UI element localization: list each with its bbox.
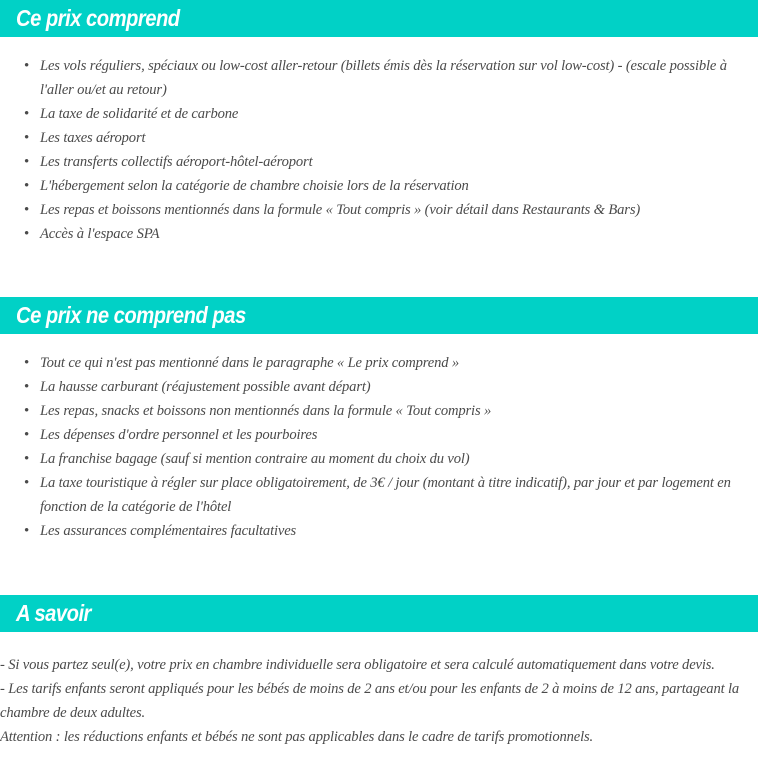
section-header-ce-prix-ne-comprend-pas — [0, 297, 758, 334]
list-item: • La hausse carburant (réajustement possible avant départ) — [0, 375, 758, 399]
spacer — [0, 632, 758, 653]
section-header-a-savoir — [0, 595, 758, 632]
section-body-a-savoir — [0, 653, 758, 749]
section-title: Ce prix ne comprend pas — [16, 302, 246, 328]
spacer — [0, 37, 758, 54]
list-item: • La taxe de solidarité et de carbone — [0, 102, 758, 126]
list-item: • L'hébergement selon la catégorie de chambre choisie lors de la réservation — [0, 174, 758, 198]
section-body-ce-prix-comprend — [0, 54, 758, 246]
section-title: A savoir — [16, 600, 91, 626]
list-item: • Les repas, snacks et boissons non mentionnés dans la formule « Tout compris » — [0, 399, 758, 423]
list-item: • La taxe touristique à régler sur place obligatoirement, de 3€ / jour (montant à titre indicatif), par jour et par logement en fonction de la catégorie de l'hôtel — [0, 471, 758, 519]
list-item: • Les vols réguliers, spéciaux ou low-cost aller-retour (billets émis dès la réservation sur vol low-cost) - (escale possible à l'aller ou/et au retour) — [0, 54, 758, 102]
list-item: • Les assurances complémentaires facultatives — [0, 519, 758, 543]
spacer — [0, 246, 758, 297]
excluded-list — [0, 351, 758, 543]
list-item: • Les dépenses d'ordre personnel et les pourboires — [0, 423, 758, 447]
list-item: • Tout ce qui n'est pas mentionné dans le paragraphe « Le prix comprend » — [0, 351, 758, 375]
list-item: • Les taxes aéroport — [0, 126, 758, 150]
list-item: • La franchise bagage (sauf si mention contraire au moment du choix du vol) — [0, 447, 758, 471]
note-paragraph: - Si vous partez seul(e), votre prix en chambre individuelle sera obligatoire et sera calculé automatiquement dans votre devis. — [0, 657, 715, 673]
spacer — [0, 543, 758, 595]
spacer — [0, 334, 758, 351]
section-title: Ce prix comprend — [16, 5, 180, 31]
list-item: • Accès à l'espace SPA — [0, 222, 758, 246]
section-header-ce-prix-comprend — [0, 0, 758, 37]
note-paragraph: - Les tarifs enfants seront appliqués pour les bébés de moins de 2 ans et/ou pour les enfants de 2 à moins de 12 ans, partageant la chambre de deux adultes. — [0, 681, 740, 721]
section-body-ce-prix-ne-comprend-pas — [0, 351, 758, 543]
included-list — [0, 54, 758, 246]
note-paragraph: Attention : les réductions enfants et bébés ne sont pas applicables dans le cadre de tarifs promotionnels. — [0, 729, 594, 745]
list-item: • Les transferts collectifs aéroport-hôtel-aéroport — [0, 150, 758, 174]
list-item: • Les repas et boissons mentionnés dans la formule « Tout compris » (voir détail dans Restaurants & Bars) — [0, 198, 758, 222]
